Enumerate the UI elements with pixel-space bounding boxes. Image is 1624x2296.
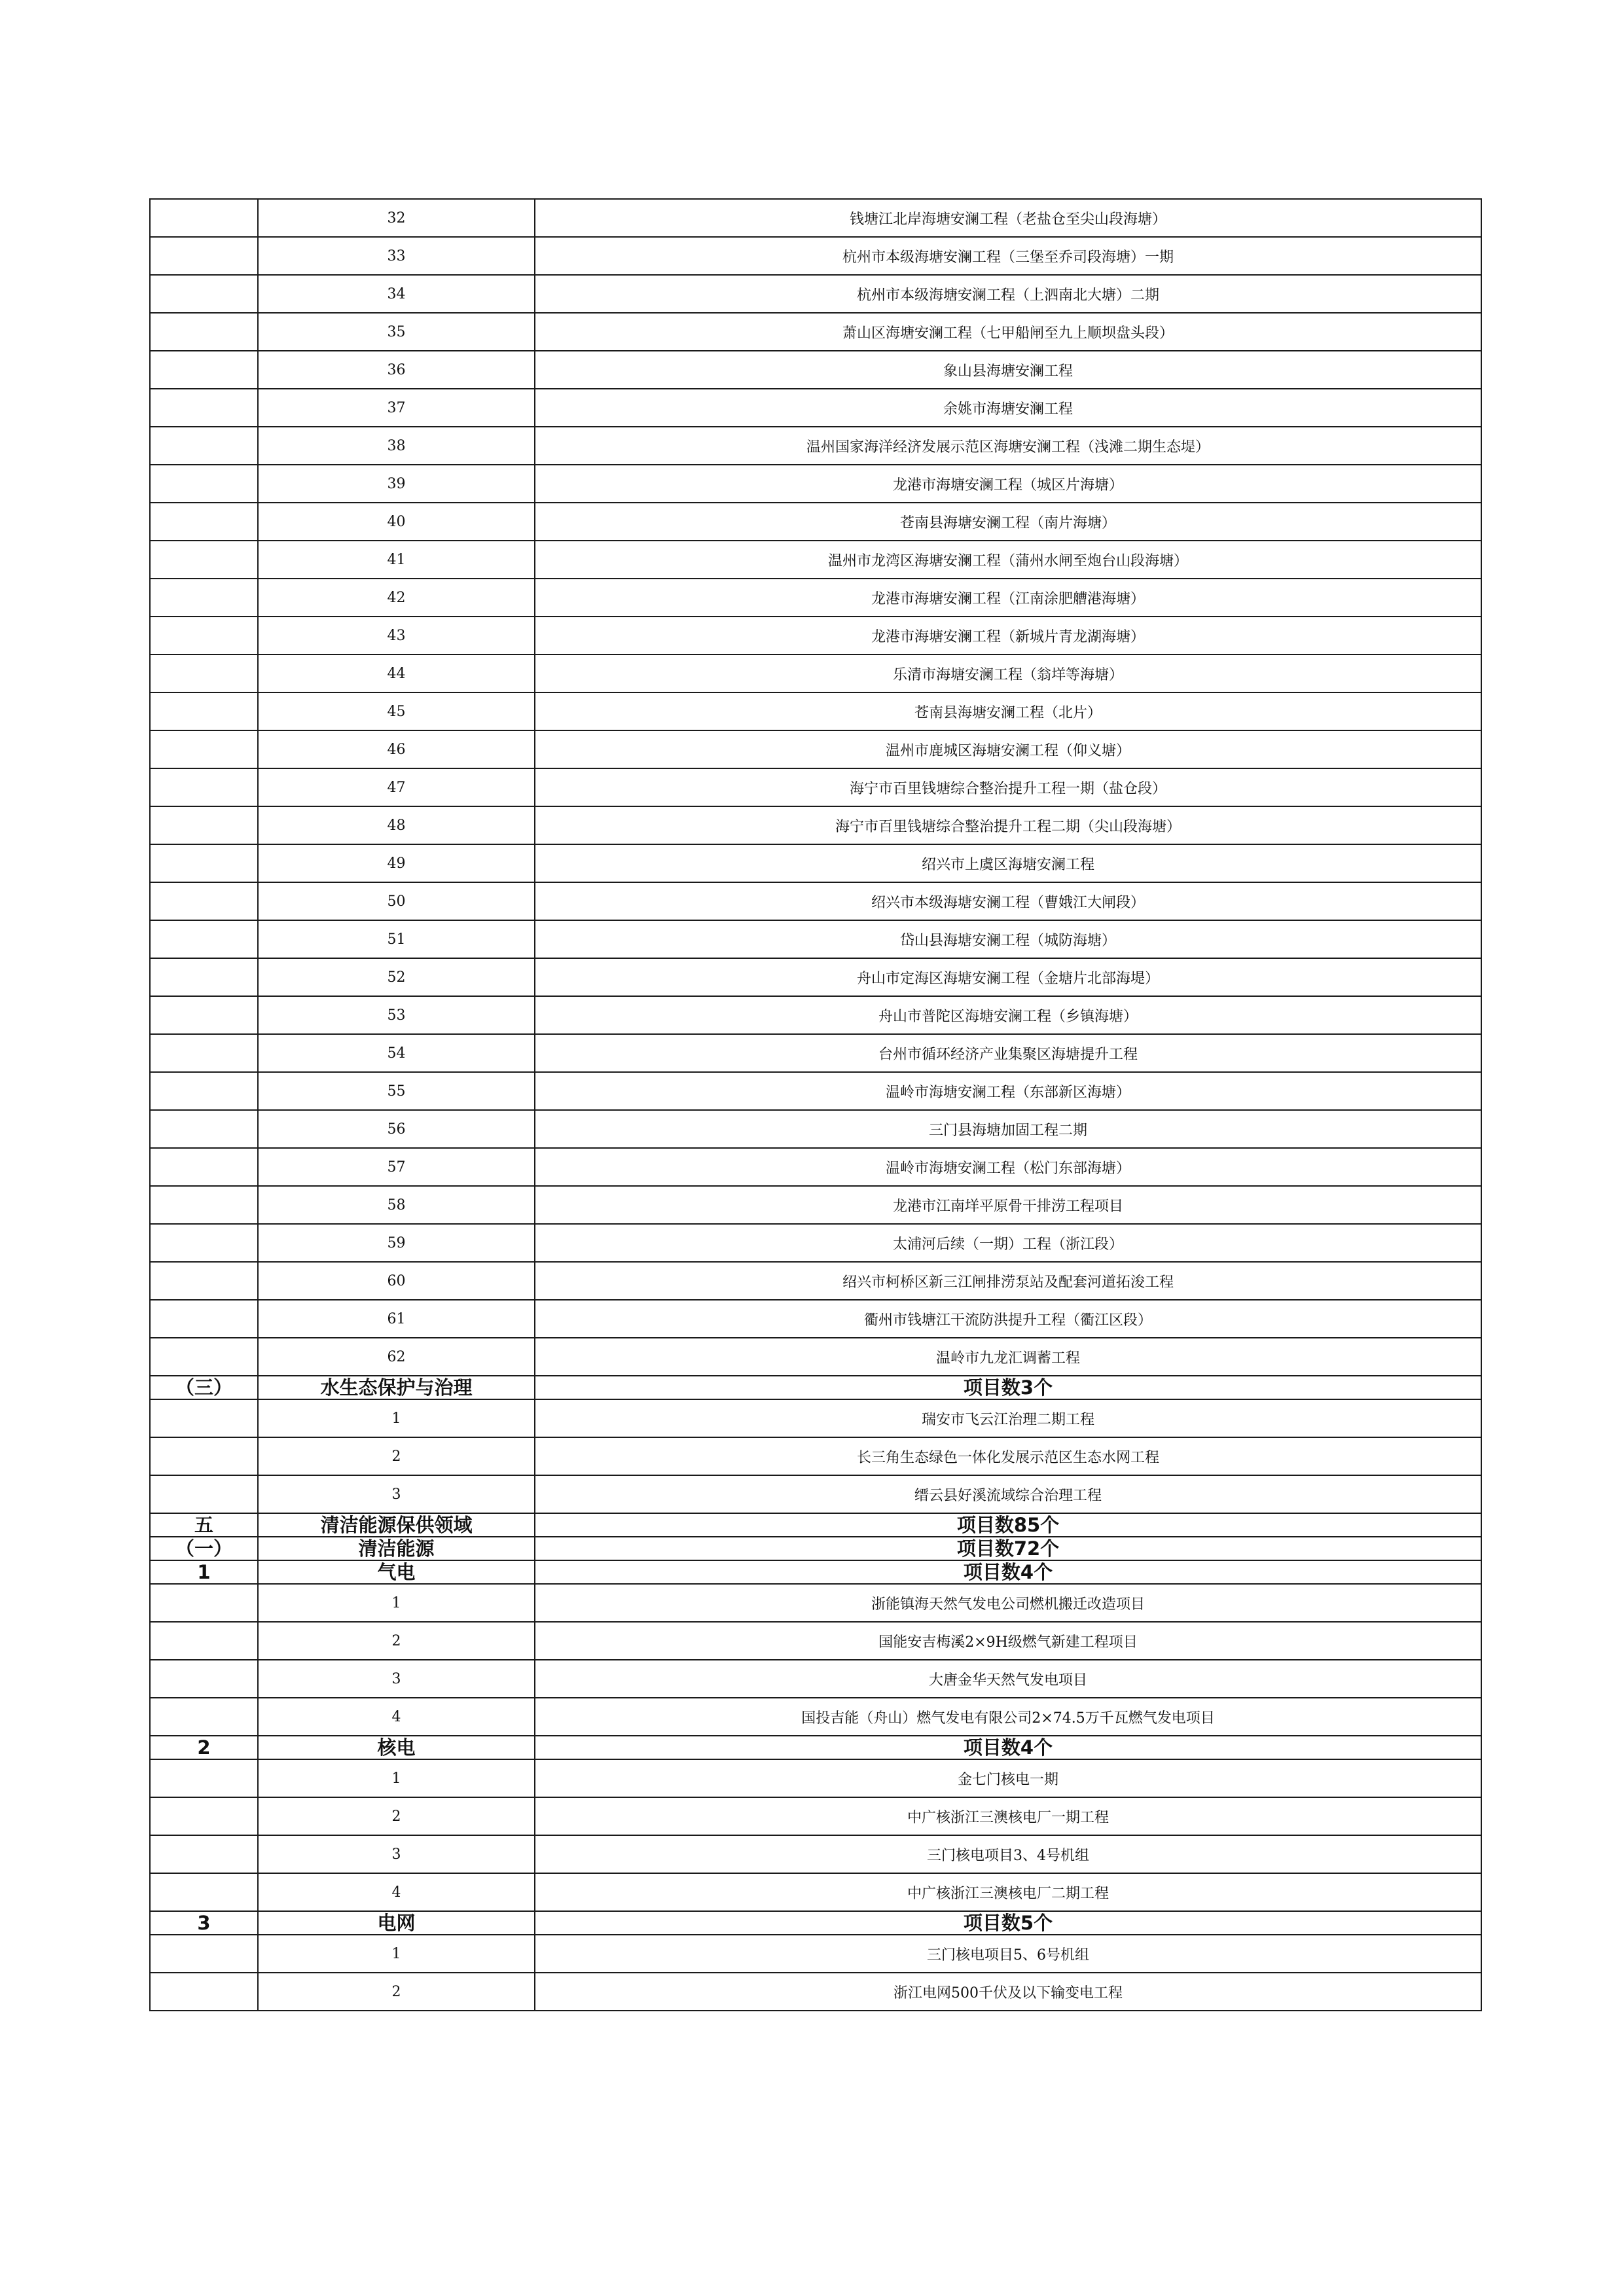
project-name: 长三角生态绿色一体化发展示范区生态水网工程 xyxy=(535,1437,1481,1475)
project-number: 52 xyxy=(258,958,535,996)
project-number: 57 xyxy=(258,1148,535,1186)
project-name: 绍兴市柯桥区新三江闸排涝泵站及配套河道拓浚工程 xyxy=(535,1262,1481,1300)
project-name: 温州市龙湾区海塘安澜工程（蒲州水闸至炮台山段海塘） xyxy=(535,541,1481,579)
section-title: 电网 xyxy=(258,1911,535,1935)
project-row xyxy=(150,958,1481,996)
project-name: 象山县海塘安澜工程 xyxy=(535,351,1481,389)
project-row xyxy=(150,1797,1481,1835)
project-name: 绍兴市本级海塘安澜工程（曹娥江大闸段） xyxy=(535,882,1481,920)
project-name: 余姚市海塘安澜工程 xyxy=(535,389,1481,427)
section-title: 核电 xyxy=(258,1736,535,1759)
project-name: 苍南县海塘安澜工程（南片海塘） xyxy=(535,503,1481,541)
project-row xyxy=(150,692,1481,730)
category-cell xyxy=(150,1660,258,1698)
project-list-body xyxy=(150,199,1481,2011)
project-number: 36 xyxy=(258,351,535,389)
project-row xyxy=(150,996,1481,1034)
project-number: 61 xyxy=(258,1300,535,1338)
section-header-row xyxy=(150,1736,1481,1759)
project-number: 33 xyxy=(258,237,535,275)
project-name: 太浦河后续（一期）工程（浙江段） xyxy=(535,1224,1481,1262)
project-number: 53 xyxy=(258,996,535,1034)
section-header-row xyxy=(150,1376,1481,1399)
project-row xyxy=(150,541,1481,579)
section-project-count: 项目数85个 xyxy=(535,1513,1481,1537)
project-name: 三门核电项目5、6号机组 xyxy=(535,1935,1481,1973)
category-cell xyxy=(150,199,258,237)
project-row xyxy=(150,730,1481,768)
project-row xyxy=(150,655,1481,692)
project-row xyxy=(150,1110,1481,1148)
category-cell xyxy=(150,1935,258,1973)
section-code: 2 xyxy=(150,1736,258,1759)
project-number: 2 xyxy=(258,1973,535,2011)
project-row xyxy=(150,313,1481,351)
project-number: 3 xyxy=(258,1835,535,1873)
category-cell xyxy=(150,541,258,579)
category-cell xyxy=(150,806,258,844)
category-cell xyxy=(150,996,258,1034)
project-row xyxy=(150,237,1481,275)
project-number: 38 xyxy=(258,427,535,465)
project-number: 3 xyxy=(258,1475,535,1513)
project-number: 4 xyxy=(258,1873,535,1911)
project-number: 4 xyxy=(258,1698,535,1736)
project-number: 41 xyxy=(258,541,535,579)
project-number: 1 xyxy=(258,1399,535,1437)
project-name: 金七门核电一期 xyxy=(535,1759,1481,1797)
project-name: 中广核浙江三澳核电厂二期工程 xyxy=(535,1873,1481,1911)
category-cell xyxy=(150,503,258,541)
section-code: 3 xyxy=(150,1911,258,1935)
project-number: 62 xyxy=(258,1338,535,1376)
project-number: 39 xyxy=(258,465,535,503)
category-cell xyxy=(150,1300,258,1338)
category-cell xyxy=(150,882,258,920)
category-cell xyxy=(150,1186,258,1224)
project-row xyxy=(150,1186,1481,1224)
project-row xyxy=(150,768,1481,806)
project-name: 龙港市海塘安澜工程（城区片海塘） xyxy=(535,465,1481,503)
project-name: 台州市循环经济产业集聚区海塘提升工程 xyxy=(535,1034,1481,1072)
category-cell xyxy=(150,1224,258,1262)
project-number: 43 xyxy=(258,617,535,655)
project-name: 海宁市百里钱塘综合整治提升工程一期（盐仓段） xyxy=(535,768,1481,806)
category-cell xyxy=(150,730,258,768)
project-number: 55 xyxy=(258,1072,535,1110)
project-row xyxy=(150,1475,1481,1513)
section-project-count: 项目数3个 xyxy=(535,1376,1481,1399)
project-row xyxy=(150,617,1481,655)
project-number: 1 xyxy=(258,1935,535,1973)
category-cell xyxy=(150,1437,258,1475)
project-name: 国能安吉梅溪2×9H级燃气新建工程项目 xyxy=(535,1622,1481,1660)
category-cell xyxy=(150,1338,258,1376)
project-name: 浙江电网500千伏及以下输变电工程 xyxy=(535,1973,1481,2011)
section-title: 水生态保护与治理 xyxy=(258,1376,535,1399)
category-cell xyxy=(150,1797,258,1835)
project-row xyxy=(150,882,1481,920)
category-cell xyxy=(150,1072,258,1110)
project-number: 45 xyxy=(258,692,535,730)
section-code: 1 xyxy=(150,1560,258,1584)
section-title: 清洁能源 xyxy=(258,1537,535,1560)
project-row xyxy=(150,1399,1481,1437)
project-number: 1 xyxy=(258,1584,535,1622)
category-cell xyxy=(150,237,258,275)
category-cell xyxy=(150,1399,258,1437)
project-name: 大唐金华天然气发电项目 xyxy=(535,1660,1481,1698)
category-cell xyxy=(150,465,258,503)
section-code: 五 xyxy=(150,1513,258,1537)
project-number: 32 xyxy=(258,199,535,237)
project-name: 龙港市海塘安澜工程（新城片青龙湖海塘） xyxy=(535,617,1481,655)
project-number: 34 xyxy=(258,275,535,313)
project-row xyxy=(150,1660,1481,1698)
project-name: 龙港市江南垟平原骨干排涝工程项目 xyxy=(535,1186,1481,1224)
project-number: 35 xyxy=(258,313,535,351)
category-cell xyxy=(150,1584,258,1622)
project-name: 温岭市海塘安澜工程（东部新区海塘） xyxy=(535,1072,1481,1110)
project-row xyxy=(150,1338,1481,1376)
project-number: 3 xyxy=(258,1660,535,1698)
project-name: 海宁市百里钱塘综合整治提升工程二期（尖山段海塘） xyxy=(535,806,1481,844)
project-number: 51 xyxy=(258,920,535,958)
project-name: 绍兴市上虞区海塘安澜工程 xyxy=(535,844,1481,882)
category-cell xyxy=(150,1835,258,1873)
project-name: 衢州市钱塘江干流防洪提升工程（衢江区段） xyxy=(535,1300,1481,1338)
project-row xyxy=(150,275,1481,313)
project-name: 三门核电项目3、4号机组 xyxy=(535,1835,1481,1873)
section-title: 清洁能源保供领域 xyxy=(258,1513,535,1537)
category-cell xyxy=(150,1034,258,1072)
project-name: 温岭市九龙汇调蓄工程 xyxy=(535,1338,1481,1376)
section-header-row xyxy=(150,1911,1481,1935)
category-cell xyxy=(150,958,258,996)
project-number: 46 xyxy=(258,730,535,768)
category-cell xyxy=(150,427,258,465)
project-name: 温州市鹿城区海塘安澜工程（仰义塘） xyxy=(535,730,1481,768)
project-number: 50 xyxy=(258,882,535,920)
category-cell xyxy=(150,1973,258,2011)
project-number: 47 xyxy=(258,768,535,806)
project-name: 三门县海塘加固工程二期 xyxy=(535,1110,1481,1148)
section-project-count: 项目数72个 xyxy=(535,1537,1481,1560)
project-row xyxy=(150,1835,1481,1873)
project-row xyxy=(150,389,1481,427)
section-code: （三） xyxy=(150,1376,258,1399)
project-row xyxy=(150,199,1481,237)
project-name: 苍南县海塘安澜工程（北片） xyxy=(535,692,1481,730)
project-row xyxy=(150,503,1481,541)
category-cell xyxy=(150,920,258,958)
project-number: 2 xyxy=(258,1437,535,1475)
project-name: 钱塘江北岸海塘安澜工程（老盐仓至尖山段海塘） xyxy=(535,199,1481,237)
project-row xyxy=(150,1698,1481,1736)
project-row xyxy=(150,1262,1481,1300)
category-cell xyxy=(150,844,258,882)
category-cell xyxy=(150,1698,258,1736)
project-row xyxy=(150,1973,1481,2011)
project-name: 舟山市定海区海塘安澜工程（金塘片北部海堤） xyxy=(535,958,1481,996)
category-cell xyxy=(150,389,258,427)
project-row xyxy=(150,1622,1481,1660)
project-name: 萧山区海塘安澜工程（七甲船闸至九上顺坝盘头段） xyxy=(535,313,1481,351)
project-row xyxy=(150,1148,1481,1186)
project-row xyxy=(150,806,1481,844)
project-row xyxy=(150,920,1481,958)
section-project-count: 项目数4个 xyxy=(535,1736,1481,1759)
category-cell xyxy=(150,1475,258,1513)
category-cell xyxy=(150,617,258,655)
section-title: 气电 xyxy=(258,1560,535,1584)
project-row xyxy=(150,465,1481,503)
project-number: 40 xyxy=(258,503,535,541)
category-cell xyxy=(150,313,258,351)
project-number: 37 xyxy=(258,389,535,427)
category-cell xyxy=(150,275,258,313)
project-name: 岱山县海塘安澜工程（城防海塘） xyxy=(535,920,1481,958)
project-row xyxy=(150,351,1481,389)
project-number: 60 xyxy=(258,1262,535,1300)
category-cell xyxy=(150,1759,258,1797)
section-code: （一） xyxy=(150,1537,258,1560)
project-row xyxy=(150,1300,1481,1338)
project-number: 44 xyxy=(258,655,535,692)
project-row xyxy=(150,1935,1481,1973)
project-name: 中广核浙江三澳核电厂一期工程 xyxy=(535,1797,1481,1835)
project-row xyxy=(150,579,1481,617)
project-name: 瑞安市飞云江治理二期工程 xyxy=(535,1399,1481,1437)
project-row xyxy=(150,1072,1481,1110)
category-cell xyxy=(150,1262,258,1300)
category-cell xyxy=(150,1873,258,1911)
section-project-count: 项目数4个 xyxy=(535,1560,1481,1584)
category-cell xyxy=(150,692,258,730)
category-cell xyxy=(150,768,258,806)
project-name: 国投吉能（舟山）燃气发电有限公司2×74.5万千瓦燃气发电项目 xyxy=(535,1698,1481,1736)
project-number: 2 xyxy=(258,1622,535,1660)
project-row xyxy=(150,1759,1481,1797)
project-number: 49 xyxy=(258,844,535,882)
category-cell xyxy=(150,351,258,389)
section-project-count: 项目数5个 xyxy=(535,1911,1481,1935)
project-row xyxy=(150,1584,1481,1622)
category-cell xyxy=(150,1622,258,1660)
project-row xyxy=(150,1224,1481,1262)
category-cell xyxy=(150,1148,258,1186)
project-name: 杭州市本级海塘安澜工程（三堡至乔司段海塘）一期 xyxy=(535,237,1481,275)
project-name: 龙港市海塘安澜工程（江南涂肥艚港海塘） xyxy=(535,579,1481,617)
project-number: 54 xyxy=(258,1034,535,1072)
project-row xyxy=(150,1437,1481,1475)
project-name: 温州国家海洋经济发展示范区海塘安澜工程（浅滩二期生态堤） xyxy=(535,427,1481,465)
project-list-table xyxy=(149,198,1482,2011)
project-number: 59 xyxy=(258,1224,535,1262)
project-number: 58 xyxy=(258,1186,535,1224)
project-row xyxy=(150,1873,1481,1911)
section-header-row xyxy=(150,1537,1481,1560)
project-name: 舟山市普陀区海塘安澜工程（乡镇海塘） xyxy=(535,996,1481,1034)
project-number: 56 xyxy=(258,1110,535,1148)
project-name: 乐清市海塘安澜工程（翁垟等海塘） xyxy=(535,655,1481,692)
category-cell xyxy=(150,579,258,617)
project-name: 温岭市海塘安澜工程（松门东部海塘） xyxy=(535,1148,1481,1186)
project-row xyxy=(150,844,1481,882)
project-number: 1 xyxy=(258,1759,535,1797)
section-header-row xyxy=(150,1560,1481,1584)
project-row xyxy=(150,427,1481,465)
section-header-row xyxy=(150,1513,1481,1537)
project-number: 48 xyxy=(258,806,535,844)
project-name: 杭州市本级海塘安澜工程（上泗南北大塘）二期 xyxy=(535,275,1481,313)
project-name: 缙云县好溪流域综合治理工程 xyxy=(535,1475,1481,1513)
project-number: 2 xyxy=(258,1797,535,1835)
project-number: 42 xyxy=(258,579,535,617)
category-cell xyxy=(150,1110,258,1148)
category-cell xyxy=(150,655,258,692)
project-row xyxy=(150,1034,1481,1072)
project-name: 浙能镇海天然气发电公司燃机搬迁改造项目 xyxy=(535,1584,1481,1622)
